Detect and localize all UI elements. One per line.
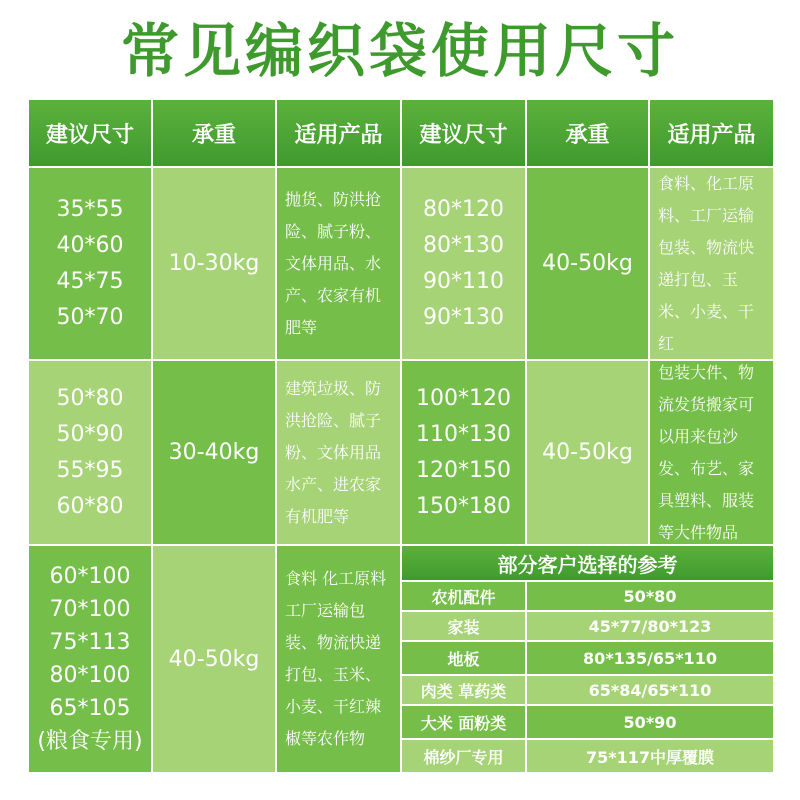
size-value: 75*113 — [49, 630, 131, 655]
row2-left-sizes — [29, 361, 151, 544]
size-value: 50*70 — [56, 304, 124, 330]
size-value: 60*100 — [49, 564, 131, 589]
row3-left-weight: 40-50kg — [153, 546, 275, 772]
size-value: 110*130 — [416, 421, 511, 447]
row2-right-weight: 40-50kg — [527, 361, 648, 544]
header-products-right: 适用产品 — [650, 100, 773, 166]
row1-right-weight: 40-50kg — [527, 168, 648, 359]
row2-right-sizes — [402, 361, 525, 544]
size-value: 40*60 — [56, 232, 124, 258]
reference-label: 农机配件 — [402, 582, 525, 610]
size-value: 50*90 — [56, 421, 124, 447]
size-value: 80*100 — [49, 663, 131, 688]
page-title: 常见编织袋使用尺寸 — [120, 17, 679, 85]
size-value: 65*105 — [49, 696, 131, 721]
header-size-right: 建议尺寸 — [402, 100, 525, 166]
reference-value: 50*90 — [527, 706, 773, 738]
row1-left-products: 抛货、防洪抢险、腻子粉、文体用品、水产、农家有机肥等 — [277, 168, 400, 359]
size-value: 80*120 — [423, 196, 504, 222]
row2-left-products: 建筑垃圾、防洪抢险、腻子粉、文体用品水产、进农家有机肥等 — [277, 361, 400, 544]
reference-label: 家装 — [402, 612, 525, 640]
size-value: 35*55 — [56, 196, 124, 222]
header-products-left: 适用产品 — [277, 100, 400, 166]
row1-left-weight: 10-30kg — [153, 168, 275, 359]
reference-value: 50*80 — [527, 582, 773, 610]
reference-label: 棉纱厂专用 — [402, 740, 525, 772]
reference-label: 大米 面粉类 — [402, 706, 525, 738]
header-weight-right: 承重 — [527, 100, 648, 166]
size-value: 45*75 — [56, 268, 124, 294]
reference-label: 肉类 草药类 — [402, 676, 525, 704]
reference-value: 80*135/65*110 — [527, 642, 773, 674]
row1-left-sizes — [29, 168, 151, 359]
row2-right-products: 包装大件、物流发货搬家可以用来包沙发、布艺、家具塑料、服装等大件物品 — [650, 361, 773, 544]
reference-value: 65*84/65*110 — [527, 676, 773, 704]
size-value: 80*130 — [423, 232, 504, 258]
size-value: 100*120 — [416, 385, 511, 411]
row3-left-products: 食料 化工原料工厂运输包装、物流快递打包、玉米、小麦、干红辣椒等农作物 — [277, 546, 400, 772]
row1-right-products: 食料、化工原料、工厂运输包装、物流快递打包、玉米、小麦、干红 — [650, 168, 773, 359]
reference-title: 部分客户选择的参考 — [402, 546, 773, 580]
size-value: 120*150 — [416, 457, 511, 483]
size-value: 70*100 — [49, 597, 131, 622]
header-weight-left: 承重 — [153, 100, 275, 166]
size-value: 150*180 — [416, 493, 511, 519]
size-value: 90*110 — [423, 268, 504, 294]
row2-left-weight: 30-40kg — [153, 361, 275, 544]
reference-value: 45*77/80*123 — [527, 612, 773, 640]
reference-label: 地板 — [402, 642, 525, 674]
reference-value: 75*117中厚覆膜 — [527, 740, 773, 772]
size-value: 90*130 — [423, 304, 504, 330]
size-value: 50*80 — [56, 385, 124, 411]
size-value: 55*95 — [56, 457, 124, 483]
row3-left-sizes — [29, 546, 151, 772]
grain-note: (粮食专用) — [37, 729, 143, 754]
size-value: 60*80 — [56, 493, 124, 519]
row1-right-sizes — [402, 168, 525, 359]
header-size-left: 建议尺寸 — [29, 100, 151, 166]
